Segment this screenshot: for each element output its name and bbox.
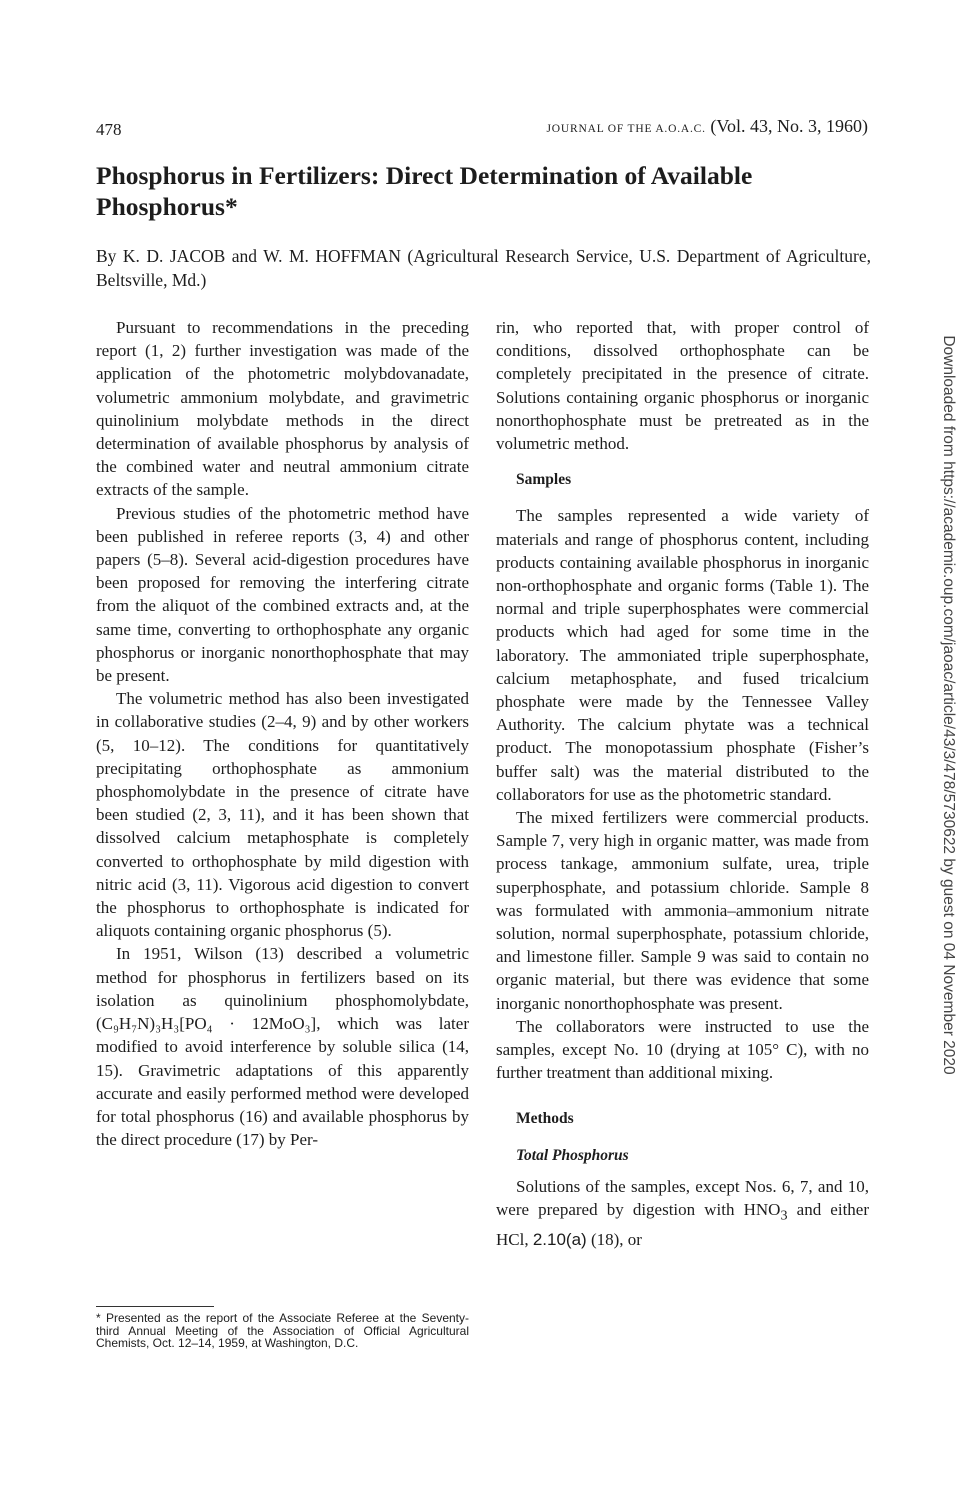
paragraph-instructions: The collaborators were instructed to use the samples, except No. 10 (drying at 105° C), with no further treatment than additional mixing. (496, 1016, 869, 1083)
page-number: 478 (96, 120, 122, 139)
journal-name: JOURNAL OF THE A.O.A.C. (546, 123, 706, 135)
paragraph-wilson (96, 942, 469, 1151)
section-heading-samples: Samples (516, 471, 572, 489)
paragraph-continuation: rin, who reported that, with proper control of conditions, dissolved orthophosphate can be completely precipitated in the presence of citrate. Solutions containing organic phosphorus or inorganic nonorthophosphate must be pretreated as in the volumetric method. (496, 318, 869, 454)
paragraph-total-phosphorus (496, 1175, 869, 1251)
paragraph-mixed-fertilizers: The mixed fertilizers were commercial products. Sample 7, very high in organic matter, was made from process tankage, ammonium sulfate, urea, triple superphosphate, and potassium chloride. Sample 8 was formulated with ammonia–ammonium nitrate solution, normal superphosphate, potassium chloride, and limestone filler. Sample 9 was said to contain no organic material, but there was evidence that some inorganic nonorthophosphate was present. (496, 808, 869, 1013)
subscript-3: 3 (780, 1207, 788, 1224)
subheading-total-phosphorus: Total Phosphorus (516, 1146, 629, 1164)
paragraph-photometric: Previous studies of the photometric method have been published in referee reports (3, 4) and other papers (5–8). Several acid-digestion procedures have been proposed for removing the interfering citrate from the aliquot of the combined extracts and, at the same time, converting to orthophosphate any organic phosphorus or inorganic nonorthophosphate that may be present. (96, 503, 469, 686)
total-p-text-start: Solutions of the samples, except Nos. 6, 7, and 10, were prepared by digestion with HNO (496, 1176, 869, 1220)
article-title: Phosphorus in Fertilizers: Direct Determination of Available Phosphorus* (96, 161, 753, 221)
chemical-formula: (C₉H₇N)₃H₃[PO₄ · 12MoO₃] (96, 1014, 317, 1034)
journal-citation (547, 116, 868, 137)
journal-volume: (Vol. 43, No. 3, 1960) (710, 116, 868, 136)
paragraph-samples: The samples represented a wide variety of materials and range of phosphorus content, including products containing available phosphorus in inorganic non-orthophosphate and organic forms (Table 1). The normal and triple superphosphates were commercial products which had aged for some time in the laboratory. The ammoniated triple superphosphate, calcium metaphosphate, and fused tricalcium phosphate were made by the Tennessee Valley Authority. The calcium phytate was a technical product. The monopotassium phosphate (Fisher’s buffer salt) was the material distributed to the collaborators for use as the photometric standard. (496, 506, 869, 804)
paragraph-intro: Pursuant to recommendations in the preceding report (1, 2) further investigation was made of the application of the photometric molybdovanadate, volumetric ammonium molybdate, and gravimetric quinolinium molybdate methods in the direct determination of available phosphorus by analysis of the combined water and neutral ammonium citrate extracts of the sample. (96, 318, 469, 500)
download-watermark-text: Downloaded from https://academic.oup.com/jaoac/article/43/3/478/5730622 by guest on 04 November 2020 (940, 335, 957, 1075)
method-reference: 2.10(a) (532, 1229, 587, 1249)
wilson-text-end: , which was later modified to avoid interference by soluble silica (14, 15). Gravimetric adaptations of this apparently accurate and easily performed method were developed for total phosphorus (16) and available phosphorus by the direct procedure (17) by Per- (96, 1014, 469, 1150)
right-column (496, 316, 869, 1251)
total-p-text-mid: and either HCl, (496, 1200, 870, 1249)
left-column (96, 316, 469, 1151)
total-p-text-end: (18), or (586, 1229, 642, 1249)
running-header (96, 116, 868, 142)
section-heading-methods: Methods (516, 1109, 574, 1127)
footnote: * Presented as the report of the Associate Referee at the Seventy-third Annual Meeting of the Association of Official Agricultural Chemists, Oct. 12–14, 1959, at Washington, D.C. (96, 1311, 469, 1350)
paragraph-volumetric: The volumetric method has also been investigated in collaborative studies (2–4, 9) and by other workers (5, 10–12). The conditions for quantitatively precipitating orthophosphate as ammonium phosphomolybdate in the presence of citrate have been studied (2, 3, 11), and it has been shown that dissolved calcium metaphosphate is completely converted to orthophosphate by mild digestion with nitric acid (3, 11). Vigorous acid digestion to convert the phosphorus to orthophosphate is indicated for aliquots containing organic phosphorus (5). (96, 689, 469, 941)
download-watermark (938, 265, 958, 1145)
author-byline: By K. D. JACOB and W. M. HOFFMAN (Agricultural Research Service, U.S. Department of Agriculture, Beltsville, Md.) (96, 246, 871, 290)
wilson-text-start: In 1951, Wilson (13) described a volumetric method for phosphorus in fertilizers based on its isolation as quinolinium phosphomolybdate, (96, 944, 469, 1010)
footnote-rule (96, 1306, 214, 1307)
